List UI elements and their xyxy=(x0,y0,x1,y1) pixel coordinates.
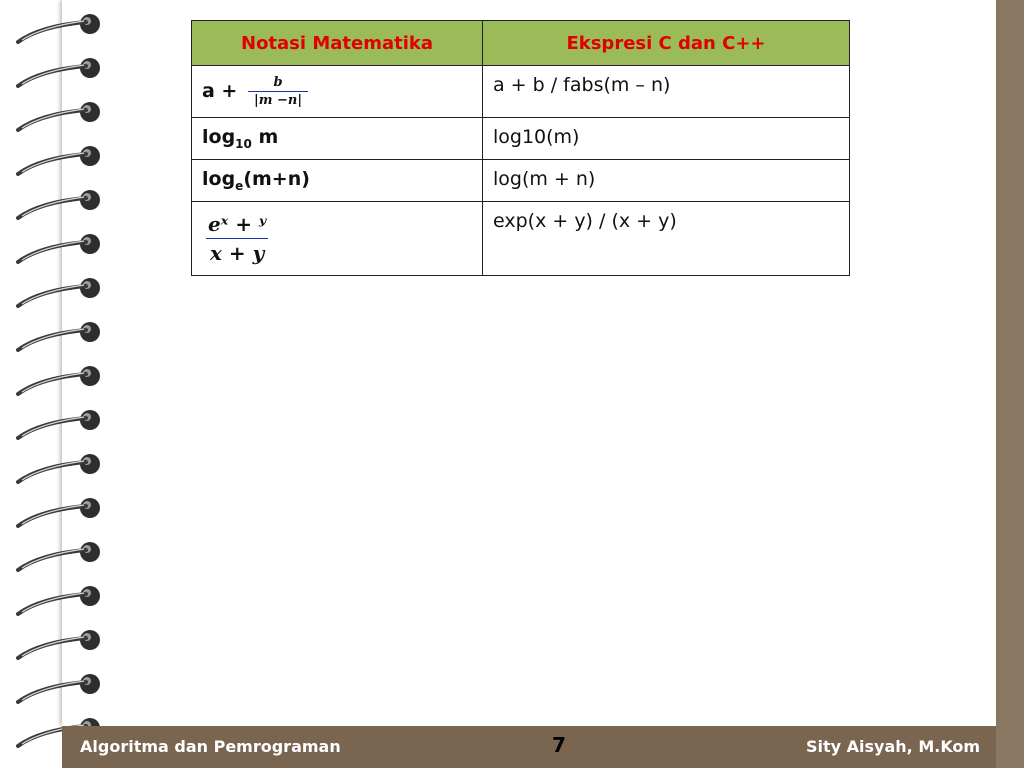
binding-ring-icon xyxy=(18,366,100,394)
fraction-denominator: x + y xyxy=(210,240,265,265)
binding-ring-icon xyxy=(18,58,100,86)
math-cell xyxy=(192,118,483,160)
binding-ring-icon xyxy=(18,630,100,658)
fraction xyxy=(206,210,268,267)
spiral-binding-icon xyxy=(0,0,110,768)
binding-ring-icon xyxy=(18,278,100,306)
right-border xyxy=(996,0,1024,768)
notation-table xyxy=(191,20,850,276)
math-subscript: e xyxy=(235,178,244,193)
math-subscript: 10 xyxy=(235,136,252,151)
binding-ring-icon xyxy=(18,102,100,130)
expr-cell: log10(m) xyxy=(483,118,850,160)
math-base: log xyxy=(202,167,236,190)
math-cell xyxy=(192,159,483,201)
binding-ring-icon xyxy=(18,410,100,438)
binding-ring-icon xyxy=(18,14,100,42)
notation-table-container xyxy=(191,20,850,276)
math-suffix: m xyxy=(251,126,279,148)
table-row xyxy=(192,201,850,275)
math-base: log xyxy=(202,126,236,148)
expr-cell: a + b / fabs(m – n) xyxy=(483,66,850,118)
binding-ring-icon xyxy=(18,322,100,350)
fraction-numerator: b xyxy=(273,75,283,90)
expr-cell: log(m + n) xyxy=(483,159,850,201)
binding-ring-icon xyxy=(18,586,100,614)
table-row xyxy=(192,66,850,118)
math-suffix: (m+n) xyxy=(243,167,310,190)
footer-author: Sity Aisyah, M.Kom xyxy=(806,737,981,756)
footer-course-title: Algoritma dan Pemrograman xyxy=(80,737,341,756)
binding-ring-icon xyxy=(18,234,100,262)
table-row xyxy=(192,159,850,201)
fraction-numerator: eˣ + ʸ xyxy=(208,211,267,236)
header-math-notation: Notasi Matematika xyxy=(192,21,483,66)
fraction xyxy=(248,74,308,109)
table-header-row xyxy=(192,21,850,66)
math-cell xyxy=(192,201,483,275)
binding-ring-icon xyxy=(18,498,100,526)
binding-ring-icon xyxy=(18,674,100,702)
binding-ring-icon xyxy=(18,454,100,482)
page-number: 7 xyxy=(552,733,566,757)
binding-ring-icon xyxy=(18,542,100,570)
binding-ring-icon xyxy=(18,190,100,218)
expr-cell: exp(x + y) / (x + y) xyxy=(483,201,850,275)
binding-ring-icon xyxy=(18,146,100,174)
header-c-expression: Ekspresi C dan C++ xyxy=(483,21,850,66)
table-row xyxy=(192,118,850,160)
fraction-denominator: |m −n| xyxy=(253,93,303,108)
math-cell xyxy=(192,66,483,118)
math-prefix: a + xyxy=(202,80,244,102)
